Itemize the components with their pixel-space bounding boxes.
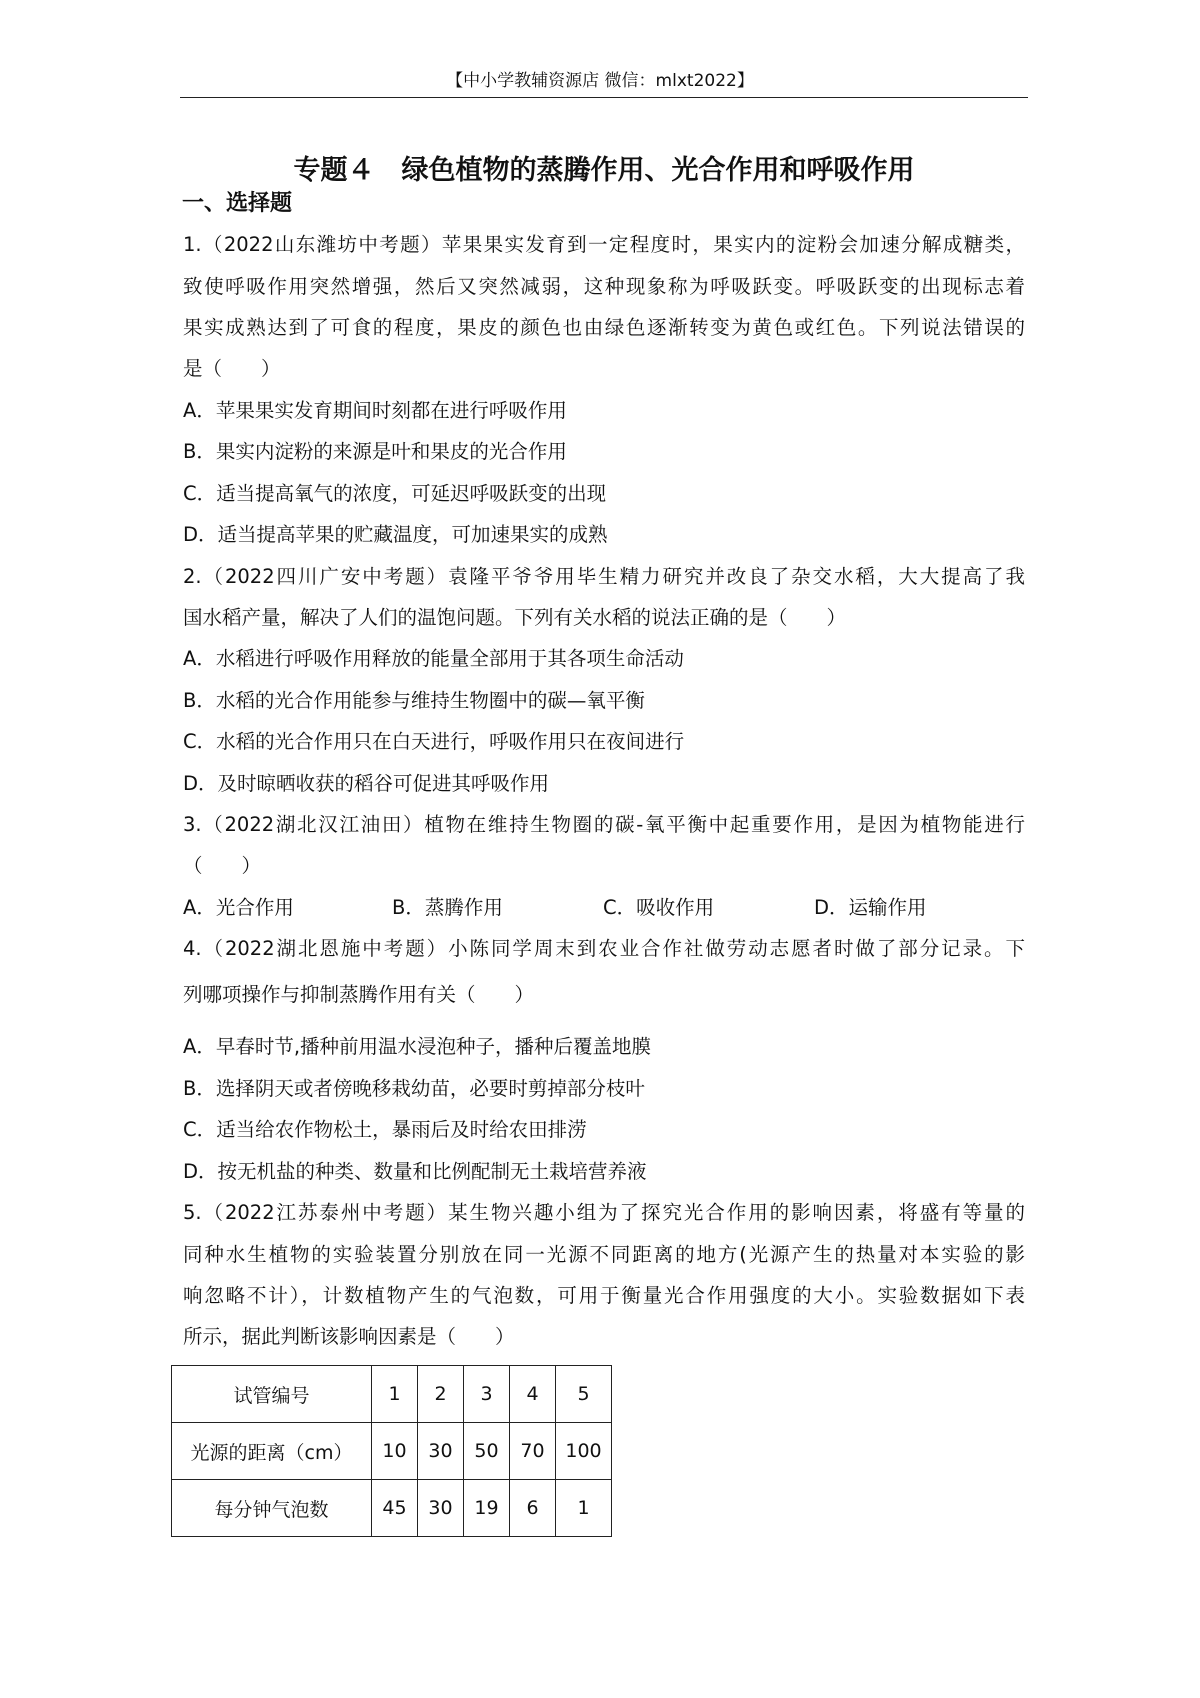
table-row [172, 1366, 612, 1423]
table-cell: 每分钟气泡数 [172, 1480, 372, 1537]
text-line: 1.（2022山东潍坊中考题）苹果果实发育到一定程度时，果实内的淀粉会加速分解成糖类， [183, 233, 1025, 256]
text-line: D．及时晾晒收获的稻谷可促进其呼吸作用 [183, 772, 550, 795]
table-cell: 30 [418, 1423, 464, 1480]
text-line: A．早春时节,播种前用温水浸泡种子，播种后覆盖地膜 [183, 1035, 652, 1058]
text-line: 致使呼吸作用突然增强，然后又突然减弱，这种现象称为呼吸跃变。呼吸跃变的出现标志着 [183, 275, 1025, 298]
table-cell: 45 [372, 1480, 418, 1537]
text-line: D．适当提高苹果的贮藏温度，可加速果实的成熟 [183, 523, 608, 546]
text-line: 2.（2022四川广安中考题）袁隆平爷爷用毕生精力研究并改良了杂交水稻，大大提高了我 [183, 565, 1025, 588]
text-line: 5.（2022江苏泰州中考题）某生物兴趣小组为了探究光合作用的影响因素，将盛有等量的 [183, 1201, 1025, 1224]
table-cell: 5 [556, 1366, 612, 1423]
table-cell: 100 [556, 1423, 612, 1480]
text-line: A．苹果果实发育期间时刻都在进行呼吸作用 [183, 399, 567, 422]
text-line: C．适当给农作物松土，暴雨后及时给农田排涝 [183, 1118, 587, 1141]
text-line: 同种水生植物的实验装置分别放在同一光源不同距离的地方(光源产生的热量对本实验的影 [183, 1243, 1025, 1266]
table-cell: 1 [556, 1480, 612, 1537]
text-line: B．水稻的光合作用能参与维持生物圈中的碳—氧平衡 [183, 689, 645, 712]
table-cell: 3 [464, 1366, 510, 1423]
option-q3: C．吸收作用 [603, 896, 715, 919]
text-line: B．果实内淀粉的来源是叶和果皮的光合作用 [183, 440, 567, 463]
text-line: 4.（2022湖北恩施中考题）小陈同学周末到农业合作社做劳动志愿者时做了部分记录。下 [183, 937, 1025, 960]
data-table [171, 1365, 612, 1537]
text-line: 列哪项操作与抑制蒸腾作用有关（ ） [183, 983, 535, 1006]
text-line: 果实成熟达到了可食的程度，果皮的颜色也由绿色逐渐转变为黄色或红色。下列说法错误的 [183, 316, 1025, 339]
text-line: 国水稻产量，解决了人们的温饱问题。下列有关水稻的说法正确的是（ ） [183, 606, 847, 629]
text-line: （ ） [183, 854, 262, 877]
text-line: C．水稻的光合作用只在白天进行，呼吸作用只在夜间进行 [183, 730, 685, 753]
header-divider [180, 97, 1028, 98]
text-line: 是（ ） [183, 357, 281, 380]
table-cell: 2 [418, 1366, 464, 1423]
text-line: B．选择阴天或者傍晚移栽幼苗，必要时剪掉部分枝叶 [183, 1077, 645, 1100]
page-header: 【中小学教辅资源店 微信：mlxt2022】 [446, 71, 754, 91]
text-line: D．按无机盐的种类、数量和比例配制无土栽培营养液 [183, 1160, 647, 1183]
option-q3: B．蒸腾作用 [392, 896, 503, 919]
page-title: 专题４ 绿色植物的蒸腾作用、光合作用和呼吸作用 [293, 155, 915, 186]
table-cell: 光源的距离（cm） [172, 1423, 372, 1480]
section-heading: 一、选择题 [182, 191, 293, 216]
option-q3: D．运输作用 [814, 896, 927, 919]
text-line: 所示，据此判断该影响因素是（ ） [183, 1325, 515, 1348]
table-cell: 1 [372, 1366, 418, 1423]
text-line: 3.（2022湖北汉江油田）植物在维持生物圈的碳-氧平衡中起重要作用，是因为植物能进行 [183, 813, 1025, 836]
table-cell: 4 [510, 1366, 556, 1423]
table-cell: 6 [510, 1480, 556, 1537]
table-cell: 试管编号 [172, 1366, 372, 1423]
option-q3: A．光合作用 [183, 896, 294, 919]
text-line: 响忽略不计），计数植物产生的气泡数，可用于衡量光合作用强度的大小。实验数据如下表 [183, 1284, 1025, 1307]
table-row [172, 1423, 612, 1480]
table-cell: 30 [418, 1480, 464, 1537]
text-line: A．水稻进行呼吸作用释放的能量全部用于其各项生命活动 [183, 647, 684, 670]
table-cell: 19 [464, 1480, 510, 1537]
text-line: C．适当提高氧气的浓度，可延迟呼吸跃变的出现 [183, 482, 607, 505]
table-row [172, 1480, 612, 1537]
table-cell: 10 [372, 1423, 418, 1480]
table-cell: 70 [510, 1423, 556, 1480]
table-cell: 50 [464, 1423, 510, 1480]
